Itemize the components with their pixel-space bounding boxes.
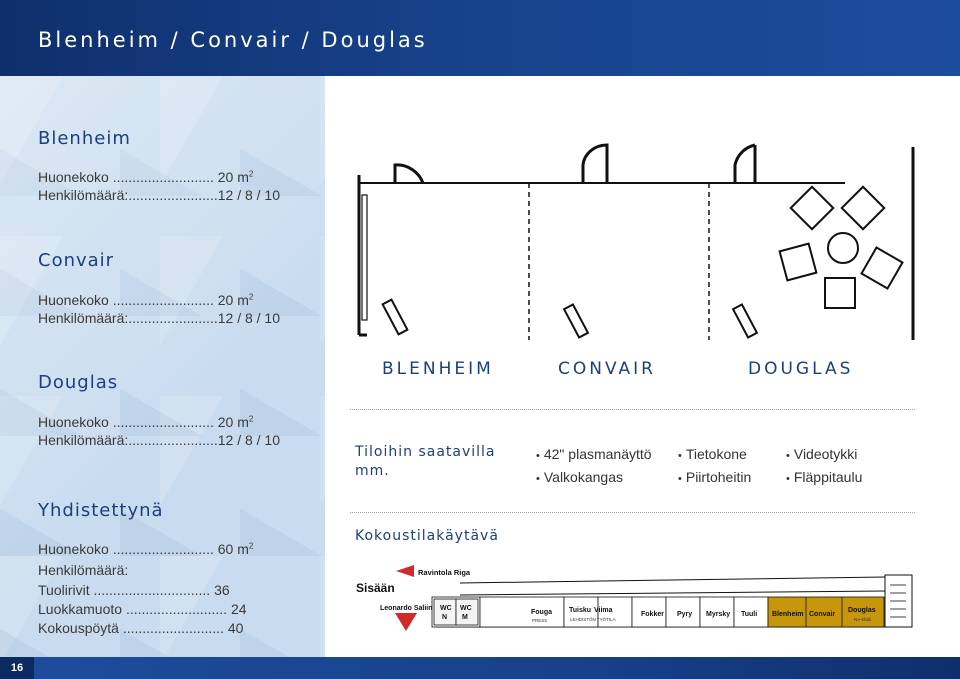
room-wc-m: WC <box>460 605 472 612</box>
equipment-item: • Piirtoheitin <box>678 469 751 485</box>
room-convair: Convair <box>809 611 836 618</box>
capacity-label: Henkilömäärä:....................... <box>38 187 218 203</box>
floorplan-label-convair: CONVAIR <box>558 359 656 379</box>
room-blenheim: Blenheim <box>772 611 804 618</box>
page-header <box>0 0 960 76</box>
room-myrsky: Myrsky <box>706 611 731 618</box>
page-title: Blenheim / Convair / Douglas <box>38 28 428 52</box>
douglas-heading: Douglas <box>38 372 119 393</box>
restaurant-label: Ravintola Riga <box>418 568 471 577</box>
availability-title: Tiloihin saatavilla mm. <box>355 444 496 479</box>
room-floorplan <box>345 135 925 350</box>
room-wc-m-letter: M <box>462 614 468 621</box>
room-press: PRESS <box>532 618 548 623</box>
row-value: 40 <box>227 620 244 636</box>
room-fokker: Fokker <box>641 611 664 618</box>
page-number: 16 <box>0 657 34 679</box>
capacity-label: Henkilömäärä:....................... <box>38 310 218 326</box>
convair-size <box>38 292 253 308</box>
combined-row-luokkamuoto <box>38 601 247 617</box>
room-wc-n-letter: N <box>442 614 448 621</box>
size-label: Huonekoko .......................... <box>38 292 214 308</box>
room-tuuli: Tuuli <box>741 611 758 618</box>
room-pyry: Pyry <box>677 611 693 618</box>
floorplan-label-blenheim: BLENHEIM <box>382 359 494 379</box>
room-douglas-sub: NA-klubi <box>854 617 872 622</box>
capacity-value: 12 / 8 / 10 <box>217 310 281 326</box>
row-label: Kokouspöytä .......................... <box>38 620 224 636</box>
size-label: Huonekoko .......................... <box>38 169 214 185</box>
corridor-title: Kokoustilakäytävä <box>355 528 499 544</box>
row-label: Luokkamuoto .......................... <box>38 601 228 617</box>
room-viima: Viima <box>594 607 613 614</box>
blenheim-size <box>38 169 253 185</box>
combined-heading: Yhdistettynä <box>38 500 164 521</box>
room-wc-n: WC <box>440 605 452 612</box>
room-tuisku: Tuisku <box>569 607 592 614</box>
equipment-item: • 42" plasmanäyttö <box>536 446 652 462</box>
page-footer <box>0 657 960 679</box>
room-office: LEHDISTÖN TYÖTILA <box>570 617 616 622</box>
size-unit-sup: 2 <box>248 414 254 424</box>
equipment-item: • Tietokone <box>678 446 747 462</box>
entrance-label: Sisään <box>356 581 395 595</box>
whiteboard-icon <box>362 195 367 320</box>
size-label: Huonekoko .......................... <box>38 541 214 557</box>
corridor-map <box>350 555 920 635</box>
equipment-item: • Videotykki <box>786 446 857 462</box>
row-value: 36 <box>214 582 230 598</box>
size-unit-sup: 2 <box>248 541 254 551</box>
row-value: 24 <box>230 601 247 617</box>
entrance-arrow-icon <box>395 613 417 631</box>
size-value: 20 m <box>217 292 249 308</box>
combined-size <box>38 541 253 557</box>
capacity-value: 12 / 8 / 10 <box>217 187 281 203</box>
douglas-size <box>38 414 253 430</box>
room-douglas: Douglas <box>848 607 876 614</box>
room-leonardo: Leonardo Saliin <box>380 605 433 612</box>
equipment-item: • Valkokangas <box>536 469 623 485</box>
convair-capacity <box>38 310 280 326</box>
capacity-value: 12 / 8 / 10 <box>217 432 281 448</box>
row-label: Tuolirivit .............................. <box>38 582 211 598</box>
blenheim-capacity <box>38 187 280 203</box>
size-unit-sup: 2 <box>248 169 254 179</box>
size-value: 20 m <box>217 169 249 185</box>
equipment-item: • Fläppitaulu <box>786 469 862 485</box>
combined-row-tuolirivit <box>38 582 230 598</box>
floorplan-label-douglas: DOUGLAS <box>748 359 854 379</box>
restaurant-arrow-icon <box>396 565 414 577</box>
size-unit-sup: 2 <box>248 292 254 302</box>
combined-row-kokouspoyta <box>38 620 243 636</box>
blenheim-heading: Blenheim <box>38 128 131 149</box>
divider-top <box>350 409 915 410</box>
divider-middle <box>350 512 915 513</box>
room-fouga: Fouga <box>531 609 552 616</box>
size-value: 60 m <box>217 541 249 557</box>
convair-heading: Convair <box>38 250 115 271</box>
capacity-label: Henkilömäärä:....................... <box>38 432 218 448</box>
douglas-capacity <box>38 432 280 448</box>
size-label: Huonekoko .......................... <box>38 414 214 430</box>
combined-capacity-label: Henkilömäärä: <box>38 562 129 578</box>
size-value: 20 m <box>217 414 249 430</box>
